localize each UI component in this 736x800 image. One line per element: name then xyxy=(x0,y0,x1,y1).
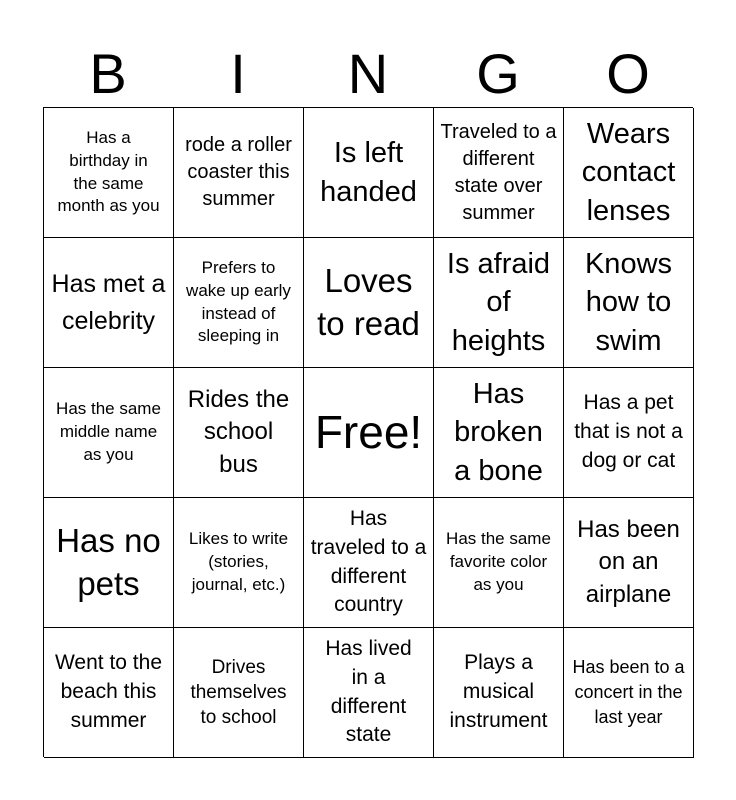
cell-text: Has lived in a different state xyxy=(325,636,412,747)
cell-text: Knows how to swim xyxy=(584,248,673,357)
cell-text: Has met a celebrity xyxy=(51,270,166,335)
cell-text: Wears contact lenses xyxy=(581,118,676,227)
bingo-cell-free[interactable] xyxy=(304,368,434,498)
cell-text: Has been on an airplane xyxy=(577,516,680,608)
bingo-cell-r5-c2[interactable] xyxy=(174,628,304,758)
header-letter-g: G xyxy=(476,42,520,105)
bingo-cell-r1-c5[interactable] xyxy=(564,108,694,238)
cell-text: Has the same middle name as you xyxy=(56,399,161,464)
bingo-cell-r3-c2[interactable] xyxy=(174,368,304,498)
cell-text: Traveled to a different state over summer xyxy=(440,120,557,224)
bingo-cell-r4-c3[interactable] xyxy=(304,498,434,628)
bingo-cell-r1-c2[interactable] xyxy=(174,108,304,238)
cell-text: Rides the school bus xyxy=(187,386,290,478)
bingo-cell-r4-c1[interactable] xyxy=(44,498,174,628)
bingo-cell-r1-c4[interactable] xyxy=(434,108,564,238)
bingo-cell-r5-c5[interactable] xyxy=(564,628,694,758)
cell-text: Has broken a bone xyxy=(454,378,543,487)
bingo-cell-r2-c5[interactable] xyxy=(564,238,694,368)
header-letter-o: O xyxy=(606,42,650,105)
bingo-cell-r3-c4[interactable] xyxy=(434,368,564,498)
cell-text: Likes to write (stories, journal, etc.) xyxy=(188,529,289,594)
cell-text: Has traveled to a different country xyxy=(310,506,427,617)
bingo-cell-r2-c4[interactable] xyxy=(434,238,564,368)
header-letter-n: N xyxy=(347,42,389,105)
cell-text: Has a pet that is not a dog or cat xyxy=(574,391,683,472)
bingo-cell-r4-c4[interactable] xyxy=(434,498,564,628)
bingo-cell-r4-c5[interactable] xyxy=(564,498,694,628)
cell-text: Has the same favorite color as you xyxy=(446,529,551,594)
cell-text: Is left handed xyxy=(320,137,417,208)
bingo-cell-r2-c3[interactable] xyxy=(304,238,434,368)
cell-text: Loves to read xyxy=(317,261,420,342)
bingo-cell-r1-c3[interactable] xyxy=(304,108,434,238)
cell-text: Plays a musical instrument xyxy=(449,651,548,732)
cell-text: Has been to a concert in the last year xyxy=(572,657,685,727)
cell-text: Drives themselves to school xyxy=(190,656,287,729)
bingo-cell-r2-c1[interactable] xyxy=(44,238,174,368)
header-letter-b: B xyxy=(89,42,127,105)
bingo-cell-r2-c2[interactable] xyxy=(174,238,304,368)
bingo-cell-r5-c4[interactable] xyxy=(434,628,564,758)
free-space-text: Free! xyxy=(314,405,423,458)
bingo-cell-r5-c1[interactable] xyxy=(44,628,174,758)
cell-text: Has a birthday in the same month as you xyxy=(57,127,160,216)
bingo-cell-r4-c2[interactable] xyxy=(174,498,304,628)
cell-text: Prefers to wake up early instead of sleeping in xyxy=(186,257,291,346)
bingo-cell-r3-c5[interactable] xyxy=(564,368,694,498)
bingo-header xyxy=(43,40,693,108)
bingo-board xyxy=(43,107,693,757)
bingo-cell-r3-c1[interactable] xyxy=(44,368,174,498)
cell-text: Went to the beach this summer xyxy=(54,651,162,732)
cell-text: rode a roller coaster this summer xyxy=(185,134,292,210)
cell-text: Has no pets xyxy=(56,521,161,602)
bingo-cell-r1-c1[interactable] xyxy=(44,108,174,238)
cell-text: Is afraid of heights xyxy=(446,248,551,357)
header-letter-i: I xyxy=(230,42,246,105)
bingo-cell-r5-c3[interactable] xyxy=(304,628,434,758)
